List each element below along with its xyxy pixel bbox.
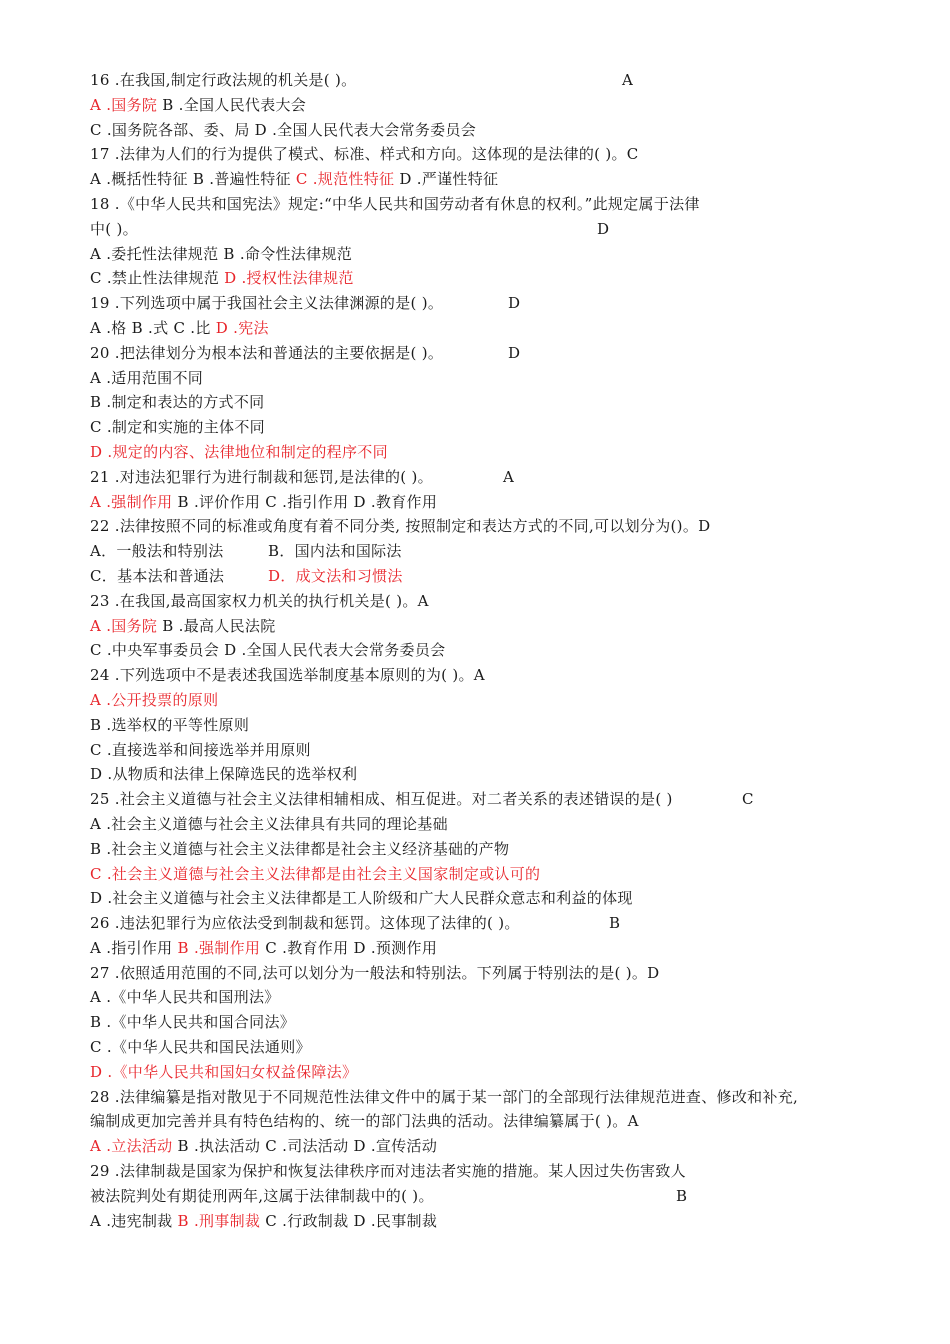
option: A .社会主义道德与社会主义法律具有共同的理论基础 (90, 814, 448, 833)
answer-key: C (742, 790, 754, 809)
option: C .制定和实施的主体不同 (90, 418, 265, 437)
options-row (90, 564, 890, 589)
option: C．基本法和普通法 (90, 566, 225, 585)
question-stem: 27 .依照适用范围的不同,法可以划分为一般法和特别法。下列属于特别法的是( )。D (90, 963, 660, 982)
question-sheet (90, 68, 890, 1233)
correct-option: A .公开投票的原则 (90, 690, 219, 709)
option: B .执法活动 C .司法活动 D .宣传活动 (172, 1137, 438, 1156)
question-stem: 29 .法律制裁是国家为保护和恢复法律秩序而对违法者实施的措施。某人因过失伤害致人 (90, 1162, 686, 1181)
correct-option: B .刑事制裁 (177, 1211, 261, 1230)
option: B .社会主义道德与社会主义法律都是社会主义经济基础的产物 (90, 839, 510, 858)
stem-text: 16 .在我国,制定行政法规的机关是( )。 (90, 71, 357, 89)
option: C .直接选举和间接选举并用原则 (90, 740, 311, 759)
option: C .禁止性法律规范 (90, 269, 225, 288)
option: B .全国人民代表大会 (162, 95, 307, 114)
options-row (90, 490, 890, 515)
option: C .教育作用 D .预测作用 (260, 938, 438, 957)
options-row (90, 1134, 890, 1159)
stem-text: 25 .社会主义道德与社会主义法律相辅相成、相互促进。对二者关系的表述错误的是( ) (90, 790, 673, 809)
question-stem: 18 .《中华人民共和国宪法》规定:“中华人民共和国劳动者有休息的权利。”此规定属于法律 (90, 194, 700, 213)
option: B .制定和表达的方式不同 (90, 393, 265, 412)
correct-option: D .规定的内容、法律地位和制定的程序不同 (90, 442, 388, 461)
options-row (90, 167, 890, 192)
question-stem-continued: 编制成更加完善并具有特色结构的、统一的部门法典的活动。法律编纂属于( )。A (90, 1112, 639, 1131)
option: B .《中华人民共和国合同法》 (90, 1013, 296, 1032)
correct-option: B .强制作用 (177, 938, 261, 957)
option: B .选举权的平等性原则 (90, 715, 250, 734)
option: B .最高人民法院 (157, 616, 276, 635)
option: D .严谨性特征 (394, 170, 499, 189)
question-stem (90, 68, 890, 93)
options-row (90, 936, 890, 961)
question-stem (90, 341, 890, 366)
question-stem: 23 .在我国,最高国家权力机关的执行机关是( )。A (90, 591, 429, 610)
stem-text: 被法院判处有期徒刑两年,这属于法律制裁中的( )。 (90, 1186, 434, 1205)
correct-option: D .《中华人民共和国妇女权益保障法》 (90, 1062, 358, 1081)
question-stem: 28 .法律编纂是指对散见于不同规范性法律文件中的属于某一部门的全部现行法律规范进查、修改和补充, (90, 1087, 799, 1106)
question-stem: 17 .法律为人们的行为提供了模式、标准、样式和方向。这体现的是法律的( )。C (90, 145, 639, 164)
question-stem (90, 787, 890, 812)
correct-option: D．成文法和习惯法 (268, 566, 403, 585)
correct-option: A .强制作用 (90, 492, 173, 511)
correct-option: D .授权性法律规范 (224, 269, 354, 288)
option: A .格 B .式 C .比 (90, 318, 216, 337)
options-row (90, 93, 890, 118)
option: C .《中华人民共和国民法通则》 (90, 1038, 311, 1057)
question-stem (90, 911, 890, 936)
options-row (90, 316, 890, 341)
options-row: C .国务院各部、委、局 D .全国人民代表大会常务委员会 (90, 120, 477, 139)
option: B .评价作用 C .指引作用 D .教育作用 (172, 492, 438, 511)
option: B．国内法和国际法 (268, 542, 402, 561)
option: A．一般法和特别法 (90, 542, 224, 561)
stem-text: 19 .下列选项中属于我国社会主义法律渊源的是( )。 (90, 294, 444, 313)
options-row: A .委托性法律规范 B .命令性法律规范 (90, 244, 352, 263)
correct-option: A .国务院 (90, 616, 158, 635)
stem-text: 26 .违法犯罪行为应依法受到制裁和惩罚。这体现了法律的( )。 (90, 914, 520, 933)
option: A .《中华人民共和国刑法》 (90, 988, 280, 1007)
stem-text: 21 .对违法犯罪行为进行制裁和惩罚,是法律的( )。 (90, 467, 433, 486)
options-row (90, 1209, 890, 1234)
option: D .从物质和法律上保障选民的选举权利 (90, 765, 358, 784)
question-stem (90, 291, 890, 316)
stem-text: 20 .把法律划分为根本法和普通法的主要依据是( )。 (90, 343, 444, 362)
options-row (90, 614, 890, 639)
question-stem-continued (90, 1184, 890, 1209)
option: C .行政制裁 D .民事制裁 (260, 1211, 438, 1230)
question-stem (90, 465, 890, 490)
question-stem: 22 .法律按照不同的标准或角度有着不同分类, 按照制定和表达方式的不同,可以划分为()。D (90, 517, 711, 536)
option: A .适用范围不同 (90, 368, 204, 387)
answer-key: B (609, 914, 621, 933)
option: A .违宪制裁 (90, 1211, 178, 1230)
stem-text: 中( )。 (90, 219, 138, 238)
option: D .社会主义道德与社会主义法律都是工人阶级和广大人民群众意志和利益的体现 (90, 889, 633, 908)
question-stem-continued (90, 217, 890, 242)
correct-option: D .宪法 (215, 318, 269, 337)
option: A .概括性特征 B .普遍性特征 (90, 170, 296, 189)
option: A .指引作用 (90, 938, 178, 957)
answer-key: A (503, 467, 515, 486)
correct-option: A .立法活动 (90, 1137, 173, 1156)
answer-key: A (622, 71, 634, 89)
correct-option: C .社会主义道德与社会主义法律都是由社会主义国家制定或认可的 (90, 864, 541, 883)
correct-option: A .国务院 (90, 95, 158, 114)
question-stem: 24 .下列选项中不是表述我国选举制度基本原则的为( )。A (90, 666, 485, 685)
correct-option: C .规范性特征 (295, 170, 395, 189)
answer-key: D (597, 219, 610, 238)
answer-key: D (508, 343, 521, 362)
options-row (90, 539, 890, 564)
options-row: C .中央军事委员会 D .全国人民代表大会常务委员会 (90, 641, 446, 660)
answer-key: D (508, 294, 521, 313)
options-row (90, 266, 890, 291)
answer-key: B (676, 1186, 688, 1205)
